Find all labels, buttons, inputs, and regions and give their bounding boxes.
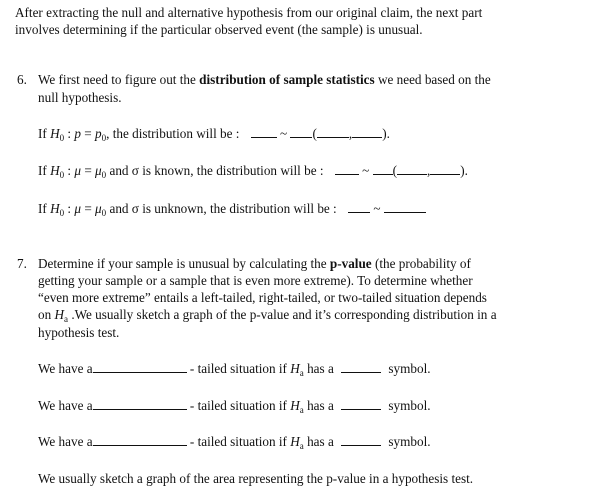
row3-has: has a xyxy=(303,434,334,449)
q7-l4-rest: .We usually sketch a graph of the p-value and it’s corresponding distribution in a xyxy=(68,307,497,322)
case2-eq: = xyxy=(81,163,96,178)
intro-line-1: After extracting the null and alternative hypothesis from our original claim, the next part xyxy=(15,5,483,20)
row3-end: symbol. xyxy=(388,434,431,449)
case2-blank-name[interactable] xyxy=(373,163,393,175)
case2-colon: : xyxy=(64,163,75,178)
case2-comma: , xyxy=(426,163,431,178)
case1-open: ( xyxy=(312,126,317,141)
case3-h-sub: 0 xyxy=(59,208,65,218)
row1-h-sub: a xyxy=(299,368,304,378)
q7-line-1 xyxy=(38,256,471,272)
q7-l4-h-sub: a xyxy=(64,314,69,324)
q7-l4-lead: on xyxy=(38,307,55,322)
row1-blank-tail[interactable] xyxy=(93,361,187,373)
row1-lead: We have a xyxy=(38,361,93,376)
q7-line-4 xyxy=(38,307,497,327)
q6-case-mean-unknown xyxy=(38,201,426,221)
row3-h: H xyxy=(290,434,300,449)
case3-mu0-sub: 0 xyxy=(101,208,107,218)
tail-row-1 xyxy=(38,361,431,381)
case1-h: H xyxy=(50,126,60,141)
q6-case-mean-known xyxy=(38,163,468,183)
case1-close: ). xyxy=(382,126,390,141)
case3-text: and σ is unknown, the distribution will be : xyxy=(106,201,337,216)
case1-blank-param1[interactable] xyxy=(317,126,349,138)
case1-p0-sub: 0 xyxy=(101,133,107,143)
q7-closing: We usually sketch a graph of the area representing the p-value in a hypothesis test. xyxy=(38,471,474,486)
case1-blank-param2[interactable] xyxy=(352,126,382,138)
row2-lead: We have a xyxy=(38,398,93,413)
q7-l4-h: H xyxy=(54,307,65,322)
case2-mu0-sub: 0 xyxy=(101,170,107,180)
case1-eq: = xyxy=(80,126,96,141)
row2-end: symbol. xyxy=(388,398,431,413)
row2-blank-tail[interactable] xyxy=(93,398,187,410)
q6-text-a: We first need to figure out the xyxy=(38,72,200,87)
q6-text-bold: distribution of sample statistics xyxy=(199,72,375,87)
q7-number: 7. xyxy=(17,256,27,271)
q7-text-c: (the probability of xyxy=(371,256,471,271)
case2-mu0: μ xyxy=(95,163,102,178)
case2-var: μ xyxy=(74,163,82,178)
q7-line-2: getting your sample or a sample that is even more extreme). To determine whether xyxy=(38,273,473,288)
tail-row-3 xyxy=(38,434,431,454)
q7-text-bold: p-value xyxy=(329,256,372,271)
case2-blank-param1[interactable] xyxy=(397,163,427,175)
case2-tilde: ~ xyxy=(362,163,370,178)
case3-h: H xyxy=(50,201,60,216)
q7-line-5: hypothesis test. xyxy=(38,325,120,340)
case3-blank-dist[interactable] xyxy=(348,201,370,213)
case2-h-sub: 0 xyxy=(59,170,65,180)
case2-blank-dist[interactable] xyxy=(335,163,359,175)
case3-mu0: μ xyxy=(95,201,102,216)
case3-lead: If xyxy=(38,201,51,216)
row3-blank-tail[interactable] xyxy=(93,434,187,446)
row3-blank-symbol[interactable] xyxy=(341,434,381,446)
case1-var: p xyxy=(74,126,81,141)
case1-tilde: ~ xyxy=(280,126,288,141)
case2-blank-param2[interactable] xyxy=(430,163,460,175)
row1-blank-symbol[interactable] xyxy=(341,361,381,373)
case1-p0: p xyxy=(95,126,102,141)
case3-tilde: ~ xyxy=(373,201,381,216)
case2-open: ( xyxy=(392,163,397,178)
case2-close: ). xyxy=(460,163,468,178)
case1-blank-name[interactable] xyxy=(290,126,312,138)
case1-text: , the distribution will be : xyxy=(106,126,240,141)
q6-line-1 xyxy=(38,72,491,88)
case1-blank-dist[interactable] xyxy=(251,126,277,138)
row1-end: symbol. xyxy=(388,361,431,376)
case1-h-sub: 0 xyxy=(59,133,65,143)
row2-h-sub: a xyxy=(299,405,304,415)
q7-text-a: Determine if your sample is unusual by calculating the xyxy=(38,256,330,271)
case3-eq: = xyxy=(81,201,96,216)
case3-blank-name[interactable] xyxy=(384,201,426,213)
q6-number: 6. xyxy=(17,72,27,87)
case3-var: μ xyxy=(74,201,82,216)
row2-h: H xyxy=(290,398,300,413)
case3-colon: : xyxy=(64,201,75,216)
row1-h: H xyxy=(290,361,300,376)
case1-colon: : xyxy=(64,126,75,141)
q6-line-2: null hypothesis. xyxy=(38,90,122,105)
row1-has: has a xyxy=(303,361,334,376)
case2-h: H xyxy=(50,163,60,178)
intro-line-2: involves determining if the particular observed event (the sample) is unusual. xyxy=(15,22,423,37)
row2-mid: - tailed situation if xyxy=(186,398,291,413)
case1-comma: , xyxy=(348,126,353,141)
q7-line-3: “even more extreme” entails a left-tailed, right-tailed, or two-tailed situation depends xyxy=(38,290,487,305)
case1-lead: If xyxy=(38,126,51,141)
tail-row-2 xyxy=(38,398,431,418)
q6-text-c: we need based on the xyxy=(374,72,491,87)
row3-mid: - tailed situation if xyxy=(186,434,291,449)
row2-has: has a xyxy=(303,398,334,413)
row3-h-sub: a xyxy=(299,441,304,451)
row1-mid: - tailed situation if xyxy=(186,361,291,376)
row2-blank-symbol[interactable] xyxy=(341,398,381,410)
case2-text: and σ is known, the distribution will be : xyxy=(106,163,324,178)
case2-lead: If xyxy=(38,163,51,178)
q6-case-proportion xyxy=(38,126,390,146)
row3-lead: We have a xyxy=(38,434,93,449)
